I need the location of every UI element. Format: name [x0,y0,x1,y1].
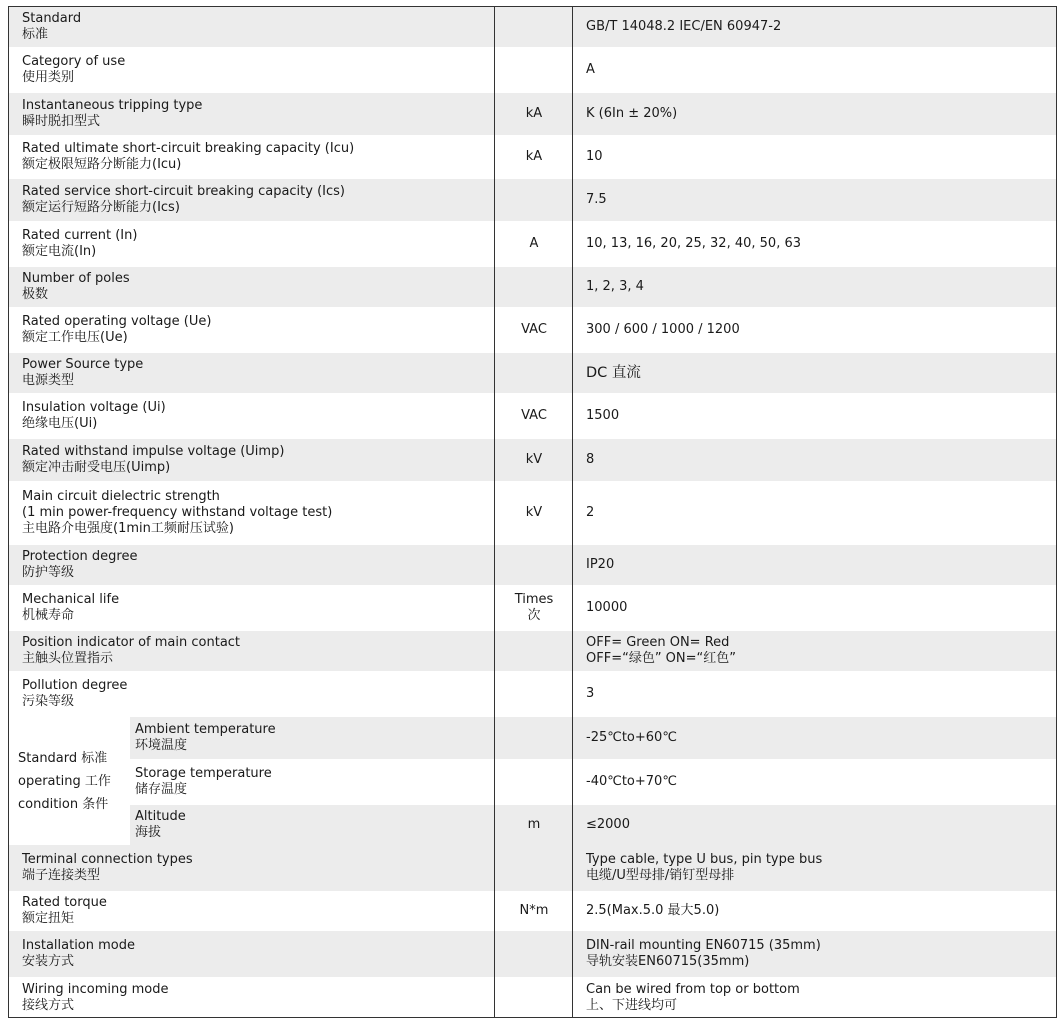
text-line: 2.5(Max.5.0 最大5.0) [586,903,720,918]
value-cell [586,585,1046,631]
text-line: Rated operating voltage (Ue) [22,314,212,329]
text-line: 使用类别 [22,70,75,85]
value-cell [586,393,1046,439]
text-line: 接线方式 [22,998,75,1013]
text-line: 极数 [22,287,49,302]
spec-row [9,585,1056,631]
spec-row [9,717,1056,759]
unit-line: kA [525,106,543,121]
value-cell [586,671,1046,717]
text-line: Instantaneous tripping type [22,98,203,113]
text-line: 机械寿命 [22,608,75,623]
unit-cell [495,353,573,393]
unit-cell [495,439,573,481]
value-cell [586,179,1046,221]
text-line: K (6In ± 20%) [586,106,678,121]
text-line: 额定电流(In) [22,244,97,259]
text-line: 海拔 [135,825,162,840]
value-cell [586,977,1046,1018]
unit-cell [495,307,573,353]
text-line: 1, 2, 3, 4 [586,279,644,294]
parameter-cell [22,977,492,1018]
unit-cell [495,393,573,439]
text-line: 10 [586,149,603,164]
text-line: OFF= Green ON= Red [586,635,730,650]
text-line: operating 工作 [18,773,111,789]
unit-line: VAC [521,408,547,423]
text-line: Terminal connection types [22,852,193,867]
text-line: Type cable, type U bus, pin type bus [586,852,823,867]
text-line: Protection degree [22,549,138,564]
column-divider [494,7,495,1017]
text-line: 1500 [586,408,620,423]
spec-row [9,7,1056,47]
text-line: Standard 标准 [18,750,108,766]
spec-row [9,93,1056,135]
value-cell [586,93,1046,135]
unit-cell [495,7,573,47]
value-cell [586,353,1046,393]
unit-line: kA [525,149,543,164]
unit-cell [495,93,573,135]
text-line: 额定工作电压(Ue) [22,330,128,345]
unit-cell [495,805,573,845]
unit-cell [495,931,573,977]
parameter-cell [22,671,492,717]
parameter-cell [22,93,492,135]
text-line: 环境温度 [135,738,188,753]
parameter-cell [22,481,492,545]
text-line: ≤2000 [586,817,630,832]
text-line: 额定运行短路分断能力(Ics) [22,200,180,215]
unit-cell [495,845,573,891]
parameter-cell [22,267,492,307]
unit-cell [495,631,573,671]
text-line: 10, 13, 16, 20, 25, 32, 40, 50, 63 [586,236,801,251]
parameter-cell [22,585,492,631]
text-line: Installation mode [22,938,136,953]
unit-cell [495,977,573,1018]
parameter-cell [22,393,492,439]
value-cell [586,759,1046,805]
text-line: OFF=“绿色” ON=“红色” [586,651,737,666]
spec-row [9,267,1056,307]
text-line: Rated service short-circuit breaking capacity (Ics) [22,184,345,199]
spec-row [9,481,1056,545]
spec-table [8,6,1057,1018]
text-line: 3 [586,686,595,701]
value-cell [586,7,1046,47]
text-line: 10000 [586,600,628,615]
parameter-cell [22,545,492,585]
value-cell [586,717,1046,759]
text-line: 端子连接类型 [22,868,101,883]
unit-cell [495,759,573,805]
value-cell [586,931,1046,977]
text-line: A [586,62,595,77]
unit-line: m [527,817,541,832]
text-line: 300 / 600 / 1000 / 1200 [586,322,740,337]
text-line: DC 直流 [586,365,641,381]
text-line: Number of poles [22,271,130,286]
text-line: 储存温度 [135,782,188,797]
value-cell [586,891,1046,931]
unit-cell [495,717,573,759]
text-line: 电源类型 [22,373,75,388]
parameter-cell [22,7,492,47]
value-cell [586,267,1046,307]
text-line: Position indicator of main contact [22,635,241,650]
parameter-cell [22,891,492,931]
unit-cell [495,267,573,307]
text-line: Rated torque [22,895,107,910]
parameter-cell [22,307,492,353]
text-line: 防护等级 [22,565,75,580]
unit-line: kV [525,452,543,467]
value-cell [586,845,1046,891]
spec-row [9,977,1056,1018]
text-line: 2 [586,505,595,520]
parameter-cell [22,221,492,267]
parameter-cell [22,631,492,671]
text-line: Storage temperature [135,766,272,781]
operating-condition-label [18,717,128,845]
value-cell [586,805,1046,845]
spec-row [9,179,1056,221]
unit-line: N*m [519,903,549,918]
text-line: 绝缘电压(Ui) [22,416,98,431]
spec-row [9,307,1056,353]
spec-row [9,47,1056,93]
unit-cell [495,179,573,221]
value-cell [586,135,1046,179]
operating-condition-group [9,717,130,845]
text-line: Rated ultimate short-circuit breaking capacity (Icu) [22,141,355,156]
text-line: 7.5 [586,192,607,207]
text-line: 额定扭矩 [22,911,75,926]
text-line: 额定冲击耐受电压(Uimp) [22,460,171,475]
parameter-cell [22,845,492,891]
parameter-cell [22,47,492,93]
text-line: IP20 [586,557,615,572]
unit-cell [495,135,573,179]
text-line: 主电路介电强度(1min工频耐压试验) [22,521,234,536]
text-line: Power Source type [22,357,144,372]
text-line: (1 min power-frequency withstand voltage test) [22,505,333,520]
text-line: GB/T 14048.2 IEC/EN 60947-2 [586,19,782,34]
parameter-cell [22,353,492,393]
spec-row [9,353,1056,393]
text-line: 电缆/U型母排/销钉型母排 [586,868,735,883]
unit-line: A [529,236,539,251]
spec-row [9,393,1056,439]
spec-row [9,135,1056,179]
unit-line: kV [525,505,543,520]
spec-row [9,805,1056,845]
unit-line: VAC [521,322,547,337]
unit-cell [495,671,573,717]
spec-row [9,439,1056,481]
text-line: 额定极限短路分断能力(Icu) [22,157,182,172]
unit-cell [495,891,573,931]
spec-row [9,845,1056,891]
text-line: condition 条件 [18,796,109,812]
text-line: 标准 [22,27,49,42]
parameter-cell [22,439,492,481]
text-line: 8 [586,452,595,467]
column-divider [572,7,573,1017]
text-line: Mechanical life [22,592,120,607]
text-line: Rated withstand impulse voltage (Uimp) [22,444,285,459]
text-line: Pollution degree [22,678,128,693]
unit-cell [495,221,573,267]
unit-line: 次 [527,608,541,623]
text-line: Ambient temperature [135,722,276,737]
value-cell [586,307,1046,353]
text-line: Altitude [135,809,186,824]
value-cell [586,545,1046,585]
parameter-cell [135,805,485,845]
text-line: Main circuit dielectric strength [22,489,220,504]
text-line: 上、下进线均可 [586,998,678,1013]
spec-row [9,631,1056,671]
unit-cell [495,47,573,93]
spec-row [9,221,1056,267]
value-cell [586,481,1046,545]
parameter-cell [135,759,485,805]
spec-row [9,931,1056,977]
parameter-cell [135,717,485,759]
text-line: DIN-rail mounting EN60715 (35mm) [586,938,821,953]
spec-row [9,759,1056,805]
text-line: -40℃to+70℃ [586,774,677,789]
text-line: Standard [22,11,82,26]
text-line: Rated current (In) [22,228,138,243]
text-line: -25℃to+60℃ [586,730,677,745]
text-line: 安装方式 [22,954,75,969]
value-cell [586,47,1046,93]
parameter-cell [22,179,492,221]
text-line: 瞬时脱扣型式 [22,114,101,129]
value-cell [586,631,1046,671]
unit-cell [495,585,573,631]
text-line: Insulation voltage (Ui) [22,400,166,415]
text-line: Category of use [22,54,126,69]
unit-cell [495,545,573,585]
text-line: 主触头位置指示 [22,651,114,666]
value-cell [586,221,1046,267]
text-line: 污染等级 [22,694,75,709]
unit-line: Times [514,592,554,607]
parameter-cell [22,931,492,977]
text-line: Can be wired from top or bottom [586,982,800,997]
parameter-cell [22,135,492,179]
spec-row [9,891,1056,931]
text-line: 导轨安装EN60715(35mm) [586,954,750,969]
value-cell [586,439,1046,481]
unit-cell [495,481,573,545]
spec-row [9,671,1056,717]
text-line: Wiring incoming mode [22,982,169,997]
spec-row [9,545,1056,585]
